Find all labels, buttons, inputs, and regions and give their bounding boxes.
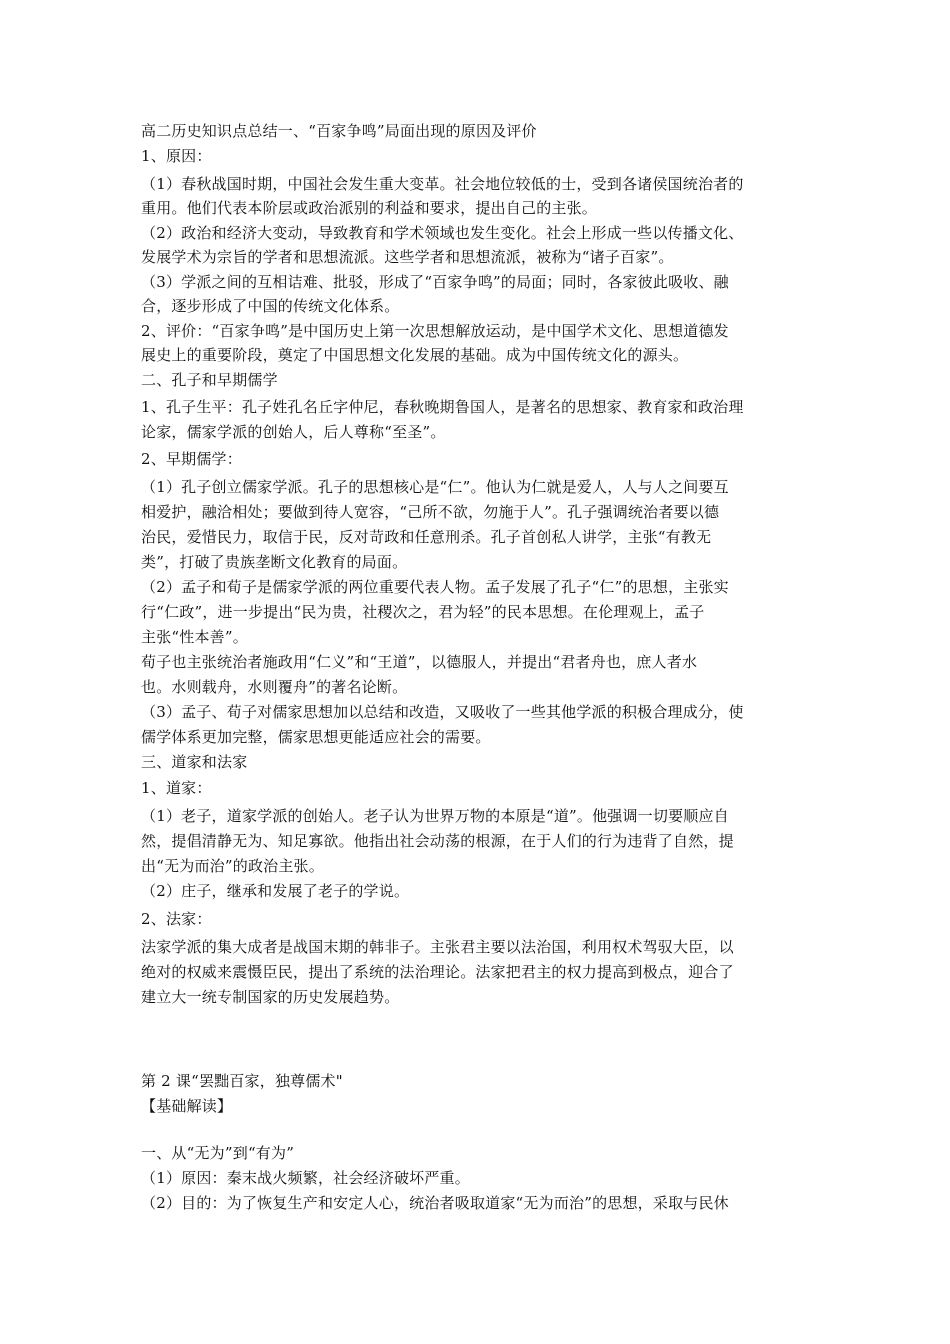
text-line: 2、评价：“百家争鸣”是中国历史上第一次思想解放运动，是中国学术文化、思想道德发 [141,322,729,340]
text-line: 绝对的权威来震慑臣民，提出了系统的法治理论。法家把君主的权力提高到极点，迎合了 [141,963,734,981]
text-line: 荀子也主张统治者施政用“仁义”和“王道”，以德服人，并提出“君者舟也，庶人者水 [141,653,698,671]
text-line: （1）老子，道家学派的创始人。老子认为世界万物的本原是“道”。他强调一切要顺应自 [141,807,729,825]
text-line: 主张“性本善”。 [141,628,248,646]
text-line: （2）庄子，继承和发展了老子的学说。 [141,882,410,900]
text-line: 1、道家： [141,779,212,797]
lesson-title: 第 2 课“罢黜百家，独尊儒术" [141,1072,343,1090]
text-line: 论家，儒家学派的创始人，后人尊称“至圣”。 [141,423,446,441]
text-line: 2、法家： [141,910,212,928]
section-heading: 三、道家和法家 [141,753,248,771]
section-heading: 一、从“无为”到“有为” [141,1144,295,1162]
text-line: 建立大一统专制国家的历史发展趋势。 [141,988,400,1006]
text-line: 发展学术为宗旨的学者和思想流派。这些学者和思想流派，被称为“诸子百家”。 [141,248,674,266]
text-line: 法家学派的集大成者是战国末期的韩非子。主张君主要以法治国，利用权术驾驭大臣，以 [141,938,734,956]
text-line: （2）目的：为了恢复生产和安定人心，统治者吸取道家“无为而治”的思想，采取与民休 [141,1194,729,1212]
text-line: 展史上的重要阶段，奠定了中国思想文化发展的基础。成为中国传统文化的源头。 [141,346,689,364]
text-line: 出“无为而治”的政治主张。 [141,857,324,875]
text-line: （2）政治和经济大变动，导致教育和学术领域也发生变化。社会上形成一些以传播文化、 [141,224,744,242]
text-line: （3）学派之间的互相诘难、批驳，形成了“百家争鸣”的局面；同时，各家彼此吸收、融 [141,273,729,291]
section-heading: 二、孔子和早期儒学 [141,371,278,389]
text-line: 2、早期儒学： [141,450,242,468]
document-title: 高二历史知识点总结一、“百家争鸣”局面出现的原因及评价 [141,122,537,140]
text-line: 重用。他们代表本阶层或政治派别的利益和要求，提出自己的主张。 [141,199,598,217]
text-line: （1）孔子创立儒家学派。孔子的思想核心是“仁”。他认为仁就是爱人，人与人之间要互 [141,478,729,496]
text-line: 【基础解读】 [141,1097,233,1115]
text-line: 然，提倡清静无为、知足寡欲。他指出社会动荡的根源，在于人们的行为违背了自然，提 [141,832,734,850]
text-line: （1）春秋战国时期，中国社会发生重大变革。社会地位较低的士，受到各诸侯国统治者的 [141,175,744,193]
text-line: （1）原因：秦末战火频繁，社会经济破坏严重。 [141,1169,470,1187]
text-line: 1、原因： [141,147,212,165]
text-line: 也。水则载舟，水则覆舟”的著名论断。 [141,678,408,696]
text-line: （3）孟子、荀子对儒家思想加以总结和改造，又吸收了一些其他学派的积极合理成分，使 [141,703,744,721]
text-line: 治民，爱惜民力，取信于民，反对苛政和任意刑杀。孔子首创私人讲学，主张“有教无 [141,528,712,546]
text-line: 行“仁政”，进一步提出“民为贵，社稷次之，君为轻”的民本思想。在伦理观上，孟子 [141,603,705,621]
text-line: 1、孔子生平：孔子姓孔名丘字仲尼，春秋晚期鲁国人，是著名的思想家、教育家和政治理 [141,398,744,416]
text-line: （2）孟子和荀子是儒家学派的两位重要代表人物。孟子发展了孔子“仁”的思想，主张实 [141,578,729,596]
text-line: 相爱护，融洽相处；要做到待人宽容，“己所不欲，勿施于人”。孔子强调统治者要以德 [141,503,720,521]
text-line: 合，逐步形成了中国的传统文化体系。 [141,297,400,315]
text-line: 儒学体系更加完整，儒家思想更能适应社会的需要。 [141,728,491,746]
text-line: 类”，打破了贵族垄断文化教育的局面。 [141,553,408,571]
